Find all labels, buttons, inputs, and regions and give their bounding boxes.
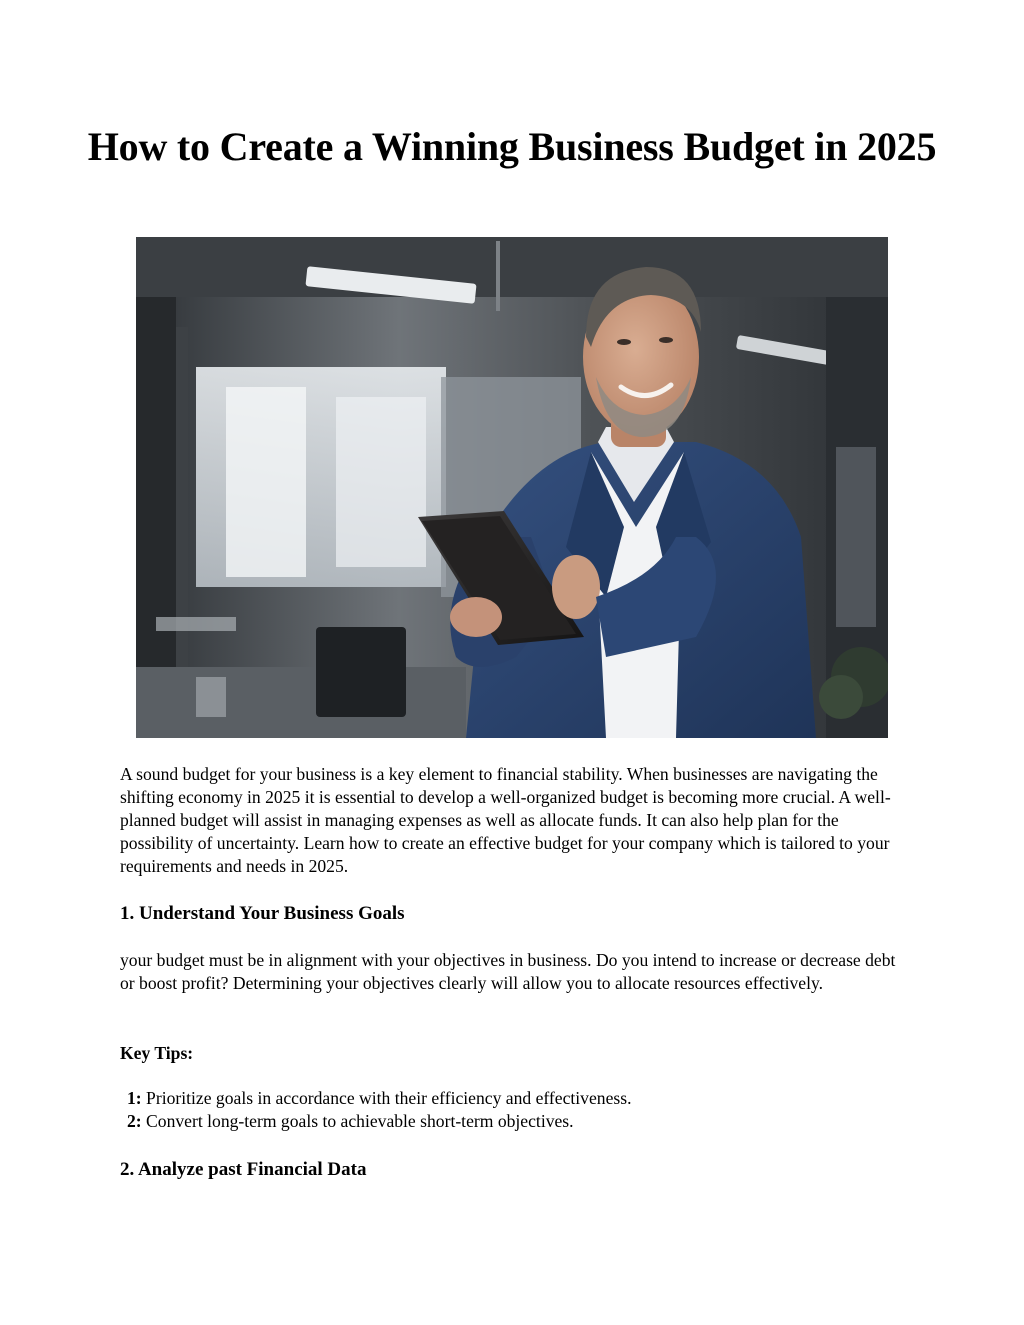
businessman-tablet-photo <box>136 237 888 738</box>
article-title: How to Create a Winning Business Budget in 2025 <box>87 124 937 169</box>
section-heading: 2. Analyze past Financial Data <box>120 1159 367 1180</box>
section-heading: 1. Understand Your Business Goals <box>120 903 405 924</box>
hero-image <box>136 237 888 738</box>
tip-number: 2: <box>127 1111 142 1131</box>
tip-text: Convert long-term goals to achievable short-term objectives. <box>141 1111 574 1131</box>
section-paragraph: your budget must be in alignment with your objectives in business. Do you intend to increase or decrease debt or boost profit? Determining your objectives clearly will allow you to allocate resources effectively. <box>120 950 896 993</box>
list-item <box>127 1087 631 1110</box>
list-item <box>127 1110 631 1133</box>
intro-paragraph: A sound budget for your business is a key element to financial stability. When businesses are navigating the shifting economy in 2025 it is essential to develop a well-organized budget is becoming more crucial. A well-planned budget will assist in managing expenses as well as allocate funds. It can also help plan for the possibility of uncertainty. Learn how to create an effective budget for your company which is tailored to your requirements and needs in 2025. <box>120 764 891 876</box>
tip-text: Prioritize goals in accordance with their efficiency and effectiveness. <box>141 1088 632 1108</box>
key-tips-label: Key Tips: <box>120 1043 194 1063</box>
tip-number: 1: <box>127 1088 142 1108</box>
tips-list <box>127 1087 631 1133</box>
